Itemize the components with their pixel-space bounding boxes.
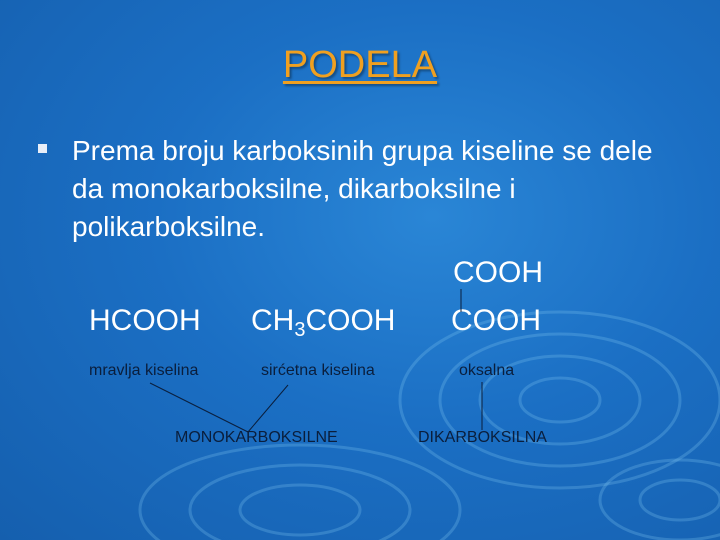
name-acetic-acid: sirćetna kiselina — [261, 362, 375, 379]
formula-oxalic-bottom: COOH — [451, 304, 541, 337]
formula-acetic-subscript: 3 — [294, 319, 306, 341]
formula-acetic-prefix: CH — [251, 304, 295, 337]
connector-formic-to-mono — [150, 383, 248, 432]
formula-acetic-suffix: COOH — [305, 304, 396, 337]
formula-formic-acid: HCOOH — [89, 304, 201, 337]
bullet-text: Prema broju karboksinih grupa kiseline se dele da monokarboksilne, dikarboksilne i polikarboksilne. — [72, 135, 653, 242]
connector-acetic-to-mono — [248, 385, 288, 432]
name-oxalic-acid: oksalna — [459, 362, 515, 379]
slide-title: PODELA — [282, 44, 438, 86]
group-monocarboxylic: MONOKARBOKSILNE — [175, 429, 338, 446]
name-formic-acid: mravlja kiselina — [89, 362, 199, 379]
formula-oxalic-top: COOH — [453, 256, 543, 289]
group-dicarboxylic: DIKARBOKSILNA — [418, 429, 547, 446]
